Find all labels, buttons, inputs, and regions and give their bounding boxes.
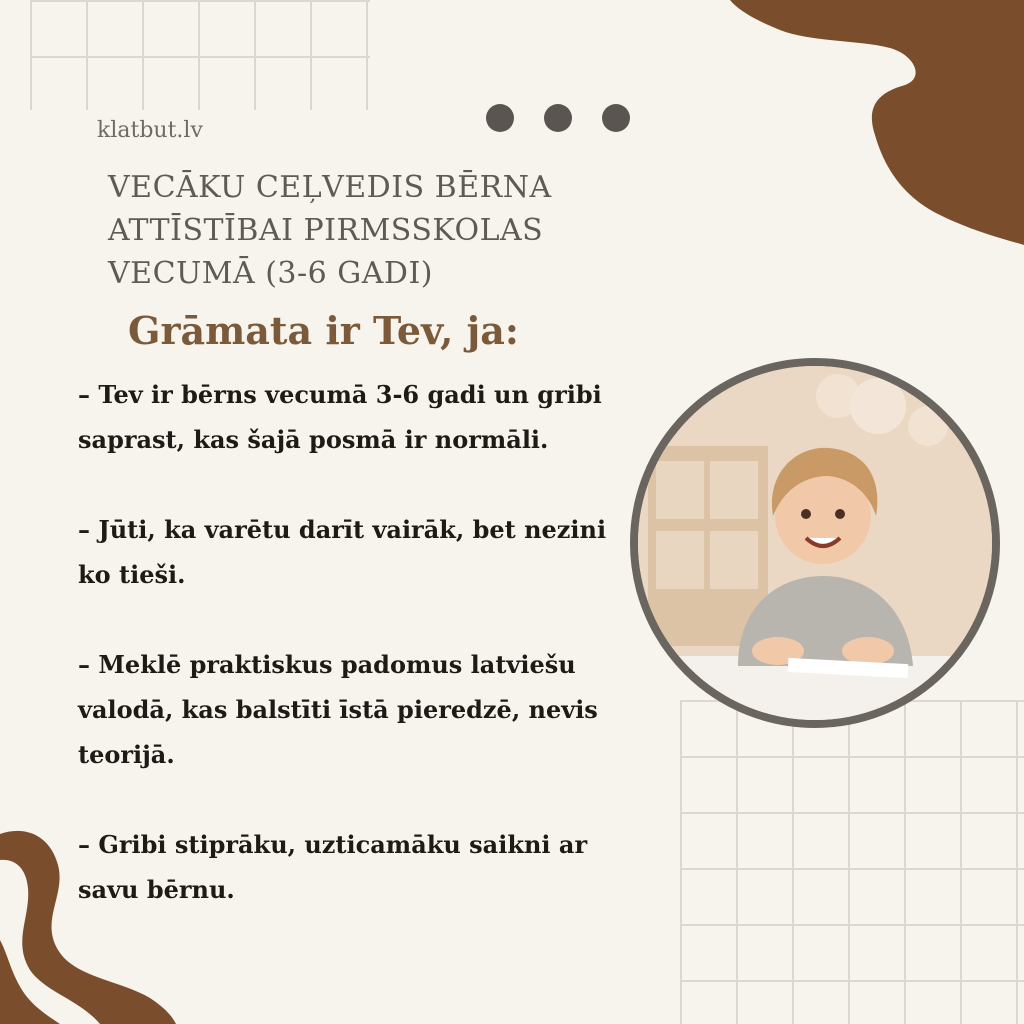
- dot-1: [486, 104, 514, 132]
- decorative-dots: [486, 104, 630, 132]
- book-title: [108, 166, 628, 295]
- decorative-blob-top-right: [700, 0, 1024, 245]
- dot-3: [602, 104, 630, 132]
- list-item: – Jūti, ka varētu darīt vairāk, bet nezini ko tieši.: [78, 515, 607, 589]
- list-item: – Meklē praktiskus padomus latviešu valodā, kas balstīti īstā pieredzē, nevis teorijā.: [78, 650, 598, 769]
- decorative-grid-bottom: [680, 700, 1024, 1024]
- audience-list: [78, 372, 638, 957]
- book-title-line-1: VECĀKU CEĻVEDIS BĒRNA: [108, 170, 552, 205]
- site-name: klatbut.lv: [97, 118, 203, 143]
- child-illustration: [638, 366, 992, 720]
- book-title-line-2: ATTĪSTĪBAI PIRMSSKOLAS: [108, 213, 544, 248]
- book-title-line-3: VECUMĀ (3-6 GADI): [108, 256, 434, 291]
- dot-2: [544, 104, 572, 132]
- list-item: – Tev ir bērns vecumā 3-6 gadi un gribi saprast, kas šajā posmā ir normāli.: [78, 380, 602, 454]
- list-item: – Gribi stiprāku, uzticamāku saikni ar savu bērnu.: [78, 830, 588, 904]
- child-photo: [630, 358, 1000, 728]
- subtitle: Grāmata ir Tev, ja:: [128, 308, 519, 353]
- decorative-grid-top: [30, 0, 370, 110]
